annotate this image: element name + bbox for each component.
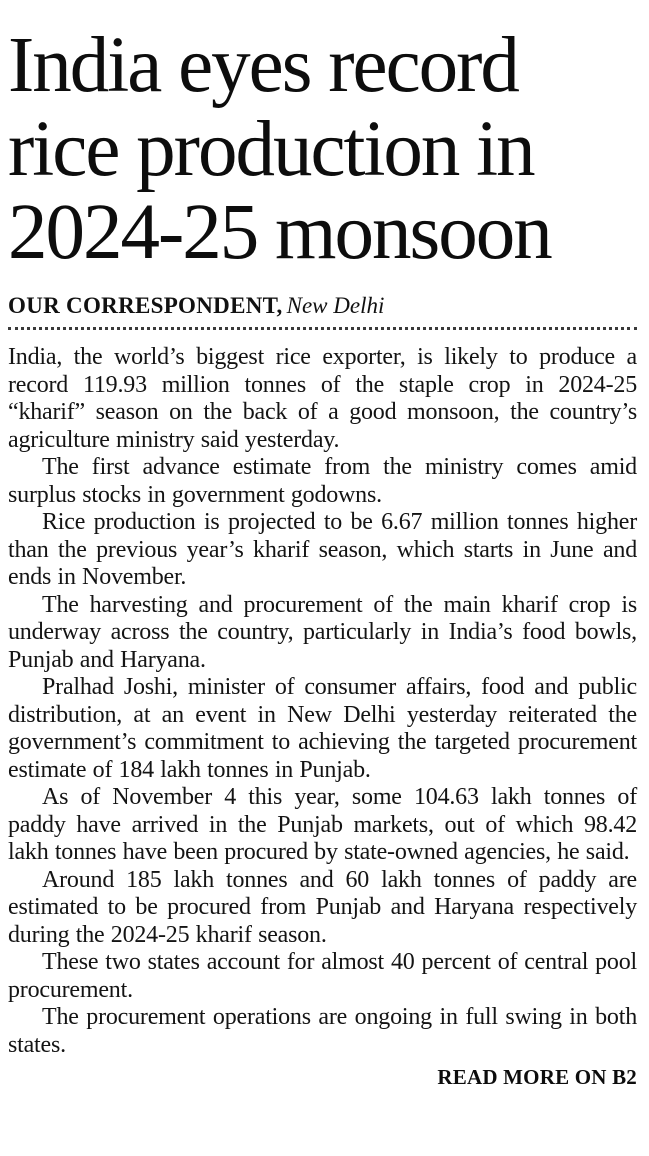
article-paragraph: These two states account for almost 40 percent of central pool procurement. — [8, 949, 637, 1003]
article-paragraph: The harvesting and procurement of the main kharif crop is underway across the country, particularly in India’s food bowls, Punjab and Haryana. — [8, 591, 637, 673]
byline — [8, 293, 637, 319]
article-body — [8, 344, 637, 1059]
article-paragraph: Pralhad Joshi, minister of consumer affairs, food and public distribution, at an event in New Delhi yesterday reiterated the government’s commitment to achieving the targeted procurement estimate of 184 lakh tonnes in Punjab. — [8, 674, 637, 783]
article-paragraph: The procurement operations are ongoing in full swing in both states. — [8, 1004, 637, 1058]
read-more-link[interactable]: READ MORE ON B2 — [437, 1065, 637, 1090]
article-paragraph: Around 185 lakh tonnes and 60 lakh tonnes of paddy are estimated to be procured from Punjab and Haryana respectively during the 2024-25 kharif season. — [8, 866, 637, 948]
byline-author: OUR CORRESPONDENT, — [8, 293, 283, 319]
article-paragraph: Rice production is projected to be 6.67 million tonnes higher than the previous year’s kharif season, which starts in June and ends in November. — [8, 509, 637, 591]
dotted-separator — [8, 327, 637, 330]
article-paragraph: As of November 4 this year, some 104.63 lakh tonnes of paddy have arrived in the Punjab markets, out of which 98.42 lakh tonnes have been procured by state-owned agencies, he said. — [8, 784, 637, 866]
article-headline: India eyes record rice production in 2024-25 monsoon — [8, 22, 551, 277]
article-paragraph: The first advance estimate from the ministry comes amid surplus stocks in government godowns. — [8, 454, 637, 508]
byline-location: New Delhi — [286, 293, 385, 319]
article-paragraph: India, the world’s biggest rice exporter, is likely to produce a record 119.93 million tonnes of the staple crop in 2024-25 “kharif” season on the back of a good monsoon, the country’s agriculture ministry said yesterday. — [8, 344, 637, 453]
